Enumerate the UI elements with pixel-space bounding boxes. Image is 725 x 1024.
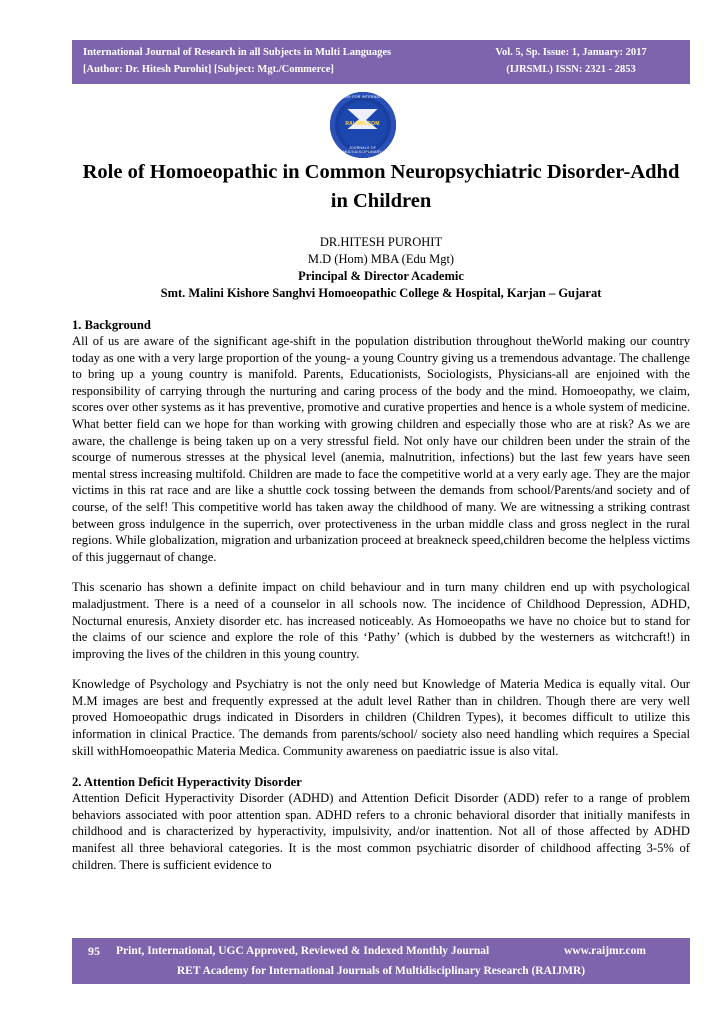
paragraph-background-2: This scenario has shown a definite impact on child behaviour and in turn many children end up with psychological maladjustment. There is a need of a counselor in all schools now. The incidence of Childhood Depression, ADHD, Nocturnal enuresis, Anxiety disorder etc. has increased noticeably. As Homoeopaths we have no choice but to stand for the claims of our science and explore the role of this ‘Pathy’ (which is dubbed by the westerners as witchcraft!) in improving the lives of the children in this young country. (72, 580, 690, 661)
page-number: 95 (88, 943, 100, 958)
logo-container (0, 92, 725, 158)
logo-center-text: RAIJMR.COM (345, 121, 380, 127)
footer-publisher: RET Academy for International Journals of Multidisciplinary Research (RAIJMR) (176, 965, 586, 977)
page-header-band (72, 40, 690, 84)
issn-line: (IJRSML) ISSN: 2321 - 2853 (506, 64, 636, 75)
author-subject-line: [Author: Dr. Hitesh Purohit] [Subject: Mgt./Commerce] (83, 64, 334, 75)
footer-top-row (72, 938, 690, 962)
author-affiliation: Smt. Malini Kishore Sanghvi Homoeopathic College & Hospital, Karjan – Gujarat (160, 286, 602, 300)
author-name: DR.HITESH PUROHIT (319, 235, 443, 249)
journal-logo-icon (330, 92, 396, 158)
article-content (72, 158, 690, 873)
logo-bottom-text: JOURNALS OF MULTIDISCIPLINARY (343, 146, 382, 154)
paragraph-adhd-1: Attention Deficit Hyperactivity Disorder (ADHD) and Attention Deficit Disorder (ADD) refer to a range of problem behaviors associated with poor attention span. ADHD refers to a chronic behavioral disorder that initially manifests in childhood and is characterized by hyperactivity, impulsivity, and/or inattention. Not all of those affected by ADHD manifest all three behavioral categories. It is the most common psychiatric disorder of childhood affecting 3-5% of children. There is sufficient evidence to (72, 791, 690, 872)
header-left-block (72, 40, 462, 84)
article-title: Role of Homoeopathic in Common Neuropsychiatric Disorder-Adhd in Children (82, 161, 680, 212)
header-right-block (462, 40, 690, 84)
section-heading-adhd: 2. Attention Deficit Hyperactivity Disorder (72, 775, 302, 790)
volume-issue-line: Vol. 5, Sp. Issue: 1, January: 2017 (495, 47, 647, 58)
author-qualification: M.D (Hom) MBA (Edu Mgt) (307, 252, 455, 266)
footer-website-link[interactable]: www.raijmr.com (564, 945, 646, 957)
paragraph-background-1: All of us are aware of the significant age-shift in the population distribution throughout theWorld making our country today as one with a very large proportion of the young- a young Country giving us a tremendous advantage. The challenge to bring up a young country is manifold. Parents, Educationists, Sociologists, Physicians-all are enjoined with the responsibility of carrying through the nurturing and caring process of the body and the mind. Homoeopathy, we claim, scores over other systems as it has preventive, promotive and curative properties and hence is a whole system of medicine. What better field can we hope for than working with growing children and especially those who are at risk? As we are aware, the challenge is being taken up on a very stressful field. Not only have our children been under the strain of the scourge of numerous stresses at the physical level (anemia, malnutrition, infections) but the last few years have seen mental stress increasing multifold. Children are made to face the competitive world at a very early age. They are the major victims in this rat race and are like a shuttle cock tossing between the demands from school/Parents/and society and of course, of the self! This competitive world has taken away the childhood of many. We are witnessing a striking contrast between gross indulgence in the superrich, over protectiveness in the urban middle class and gross neglect in the rural regions. While globalization, migration and urbanization proceed at breakneck speed,children become the helpless victims of this juggernaut of change. (72, 334, 690, 564)
logo-top-text: ACADEMY FOR INTERNATIONAL (332, 95, 393, 99)
footer-journal-note: Print, International, UGC Approved, Reviewed & Indexed Monthly Journal (116, 945, 490, 957)
paragraph-background-3: Knowledge of Psychology and Psychiatry is not the only need but Knowledge of Materia Medica is equally vital. Our M.M images are best and frequently expressed at the adult level Rather than in children. Though there are very well proved Homoeopathic drugs indicated in Disorders in children (Children Types), it becomes difficult to utilize this information in clinical Practice. The demands from parents/school/ society also need handling which requires a Special skill withHomoeopathic Materia Medica. Community awareness on paediatric issue is also vital. (72, 677, 690, 758)
byline-block (72, 234, 690, 302)
author-designation: Principal & Director Academic (298, 269, 464, 283)
page-footer-band (72, 938, 690, 984)
journal-name: International Journal of Research in all Subjects in Multi Languages (83, 47, 392, 58)
section-heading-background: 1. Background (72, 318, 151, 332)
